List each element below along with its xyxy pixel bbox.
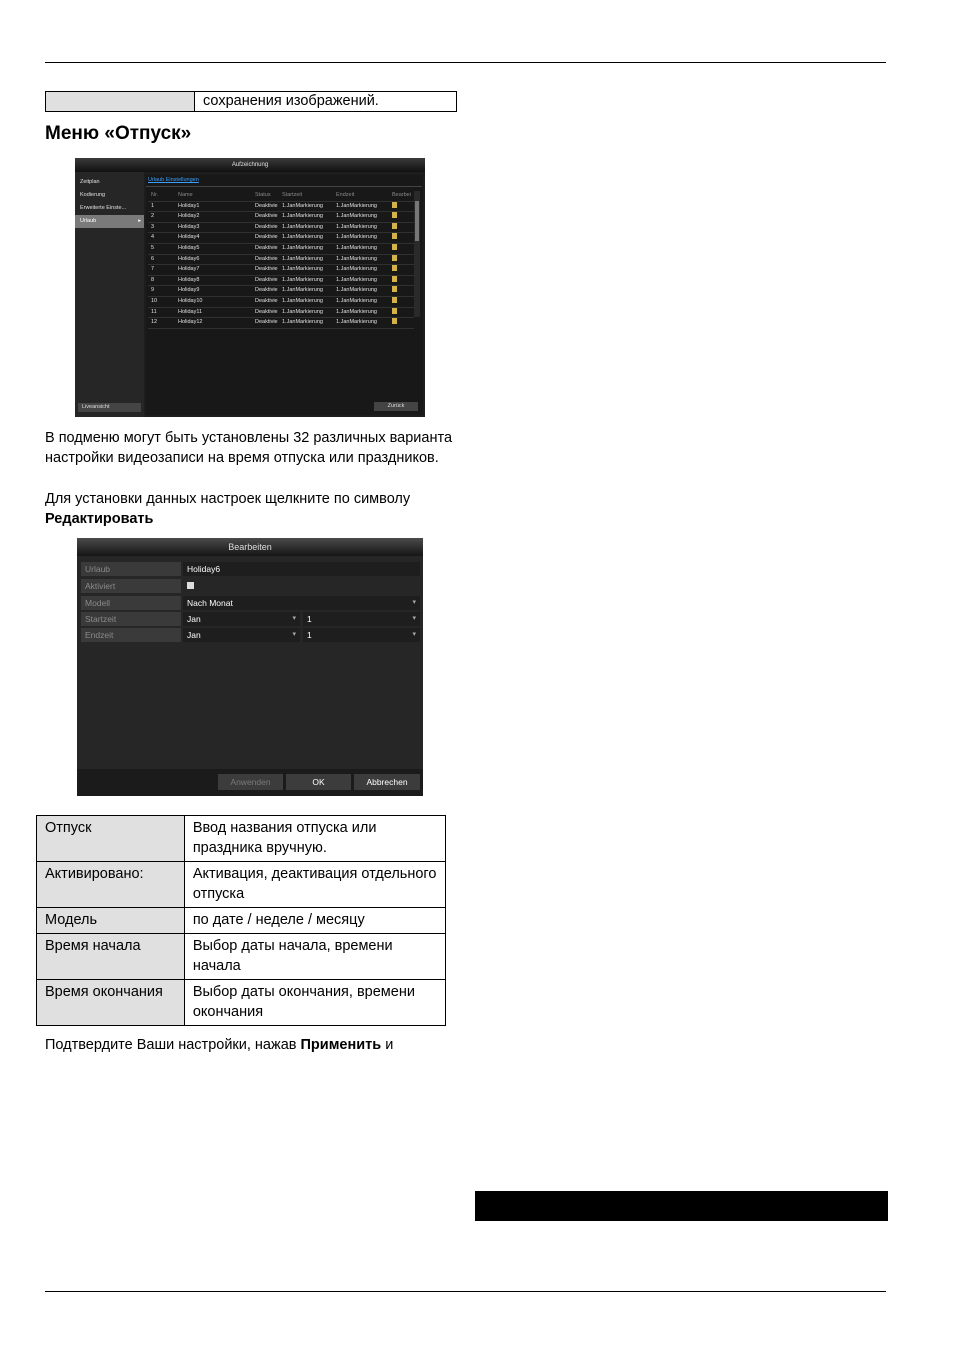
edit-icon[interactable] <box>392 286 397 292</box>
row-status: Deaktivie <box>255 319 278 326</box>
desc-key: Активировано: <box>37 862 185 908</box>
edit-cell <box>392 202 412 212</box>
table-row <box>148 233 414 244</box>
start-month-select[interactable] <box>183 612 300 626</box>
table-row <box>148 308 414 319</box>
end-month-select[interactable] <box>183 628 300 642</box>
row-nr: 11 <box>151 308 157 315</box>
column-nr: Nr. <box>151 192 159 198</box>
row-nr: 3 <box>151 223 155 230</box>
chevron-down-icon: ▾ <box>412 599 416 606</box>
row-startzeit: 1.JanMarkierung <box>282 255 323 262</box>
row-status: Deaktivie <box>255 255 278 262</box>
row-status: Deaktivie <box>255 308 278 315</box>
paragraph-edit <box>45 489 463 529</box>
row-startzeit: 1.JanMarkierung <box>282 276 323 283</box>
field-endzeit-label: Endzeit <box>81 628 181 642</box>
window-title: Aufzeichnung <box>75 158 425 172</box>
table-row <box>37 862 446 908</box>
row-name: Holiday4 <box>178 234 200 241</box>
start-day-select[interactable] <box>303 612 420 626</box>
row-nr: 4 <box>151 234 155 241</box>
top-table <box>45 91 457 112</box>
edit-cell <box>392 286 412 296</box>
edit-keyword: Редактировать <box>45 511 154 527</box>
column-name: Name <box>178 192 193 198</box>
paragraph-confirm-end: и <box>385 1037 394 1053</box>
edit-dialog-screenshot <box>77 538 423 796</box>
edit-cell <box>392 212 412 222</box>
row-name: Holiday2 <box>178 213 200 220</box>
row-status: Deaktivie <box>255 244 278 251</box>
sidebar-item-urlaub-label: Urlaub <box>80 218 97 224</box>
holiday-settings-panel <box>146 175 423 415</box>
paragraph-intro: В подменю могут быть установлены 32 различных варианта настройки видеозаписи на время отпуска или праздников. <box>45 430 453 466</box>
paragraph-confirm-text: Подтвердите Ваши настройки, нажав <box>45 1037 297 1053</box>
scrollbar[interactable] <box>414 191 420 317</box>
edit-cell <box>392 223 412 233</box>
edit-icon[interactable] <box>392 318 397 324</box>
holiday-table <box>148 191 414 329</box>
edit-cell <box>392 244 412 254</box>
cancel-button[interactable]: Abbrechen <box>354 774 420 790</box>
row-startzeit: 1.JanMarkierung <box>282 319 323 326</box>
edit-icon[interactable] <box>392 255 397 261</box>
desc-key: Модель <box>37 908 185 934</box>
back-button[interactable]: Zurück <box>374 402 418 411</box>
row-name: Holiday12 <box>178 319 203 326</box>
row-nr: 8 <box>151 276 155 283</box>
model-select-value: Nach Monat <box>187 598 233 608</box>
row-status: Deaktivie <box>255 213 278 220</box>
row-status: Deaktivie <box>255 223 278 230</box>
apply-button[interactable]: Anwenden <box>218 774 283 790</box>
sidebar-item-zeitplan[interactable]: Zeitplan <box>80 179 100 185</box>
edit-icon[interactable] <box>392 212 397 218</box>
field-startzeit <box>81 612 420 626</box>
desc-value: Ввод названия отпуска или праздника вручную. <box>184 816 445 862</box>
desc-key: Время окончания <box>37 980 185 1026</box>
edit-cell <box>392 276 412 286</box>
table-row <box>148 318 414 329</box>
field-urlaub <box>81 562 420 576</box>
edit-icon[interactable] <box>392 276 397 282</box>
column-bearbeiten: Bearbei <box>392 192 411 198</box>
table-body <box>148 202 414 329</box>
row-nr: 6 <box>151 255 155 262</box>
scroll-thumb[interactable] <box>415 201 419 241</box>
row-nr: 10 <box>151 297 158 304</box>
edit-icon[interactable] <box>392 265 397 271</box>
row-startzeit: 1.JanMarkierung <box>282 202 323 209</box>
activated-checkbox[interactable] <box>187 582 194 589</box>
chevron-right-icon: ▸ <box>138 218 141 224</box>
column-endzeit: Endzeit <box>336 192 355 198</box>
end-day-select[interactable] <box>303 628 420 642</box>
table-row <box>148 212 414 223</box>
row-startzeit: 1.JanMarkierung <box>282 266 323 273</box>
top-table-right-cell: сохранения изображений. <box>203 93 379 109</box>
sidebar-item-erweitert[interactable]: Erweiterte Einste... <box>80 205 127 211</box>
dialog-title: Bearbeiten <box>77 538 423 556</box>
section-heading: Меню «Отпуск» <box>45 123 192 144</box>
holiday-list-screenshot <box>75 158 425 417</box>
edit-cell <box>392 318 412 328</box>
table-row <box>148 244 414 255</box>
row-endzeit: 1.JanMarkierung <box>336 223 377 230</box>
row-startzeit: 1.JanMarkierung <box>282 234 323 241</box>
chevron-down-icon: ▾ <box>292 631 296 638</box>
row-nr: 1 <box>151 202 155 209</box>
row-nr: 7 <box>151 266 155 273</box>
tab-urlaub-einstellungen[interactable]: Urlaub Einstellungen <box>148 177 199 183</box>
table-header <box>148 191 414 202</box>
row-endzeit: 1.JanMarkierung <box>336 255 377 262</box>
row-nr: 9 <box>151 287 155 294</box>
field-modell <box>81 596 420 610</box>
settings-description-table <box>36 815 446 1026</box>
row-startzeit: 1.JanMarkierung <box>282 223 323 230</box>
start-month-value: Jan <box>187 614 201 624</box>
top-rule <box>45 62 886 63</box>
column-status: Status <box>255 192 271 198</box>
holiday-name-input[interactable]: Holiday6 <box>183 562 420 576</box>
row-status: Deaktivie <box>255 287 278 294</box>
row-name: Holiday1 <box>178 202 200 209</box>
row-endzeit: 1.JanMarkierung <box>336 266 377 273</box>
table-row <box>148 265 414 276</box>
edit-icon[interactable] <box>392 308 397 314</box>
desc-value: Выбор даты начала, времени начала <box>184 934 445 980</box>
edit-icon[interactable] <box>392 233 397 239</box>
table-row <box>148 202 414 213</box>
table-row <box>148 297 414 308</box>
ok-button[interactable]: OK <box>286 774 351 790</box>
edit-icon[interactable] <box>392 223 397 229</box>
row-endzeit: 1.JanMarkierung <box>336 213 377 220</box>
desc-value: Активация, деактивация отдельного отпуска <box>184 862 445 908</box>
row-endzeit: 1.JanMarkierung <box>336 319 377 326</box>
paragraph-confirm <box>45 1035 465 1055</box>
bottom-rule <box>45 1291 886 1292</box>
table-row <box>37 934 446 980</box>
row-startzeit: 1.JanMarkierung <box>282 297 323 304</box>
row-name: Holiday7 <box>178 266 200 273</box>
table-row <box>148 255 414 266</box>
field-aktiviert <box>81 579 420 593</box>
table-row <box>37 980 446 1026</box>
row-status: Deaktivie <box>255 202 278 209</box>
desc-value: по дате / неделе / месяцу <box>184 908 445 934</box>
row-nr: 12 <box>151 319 158 326</box>
row-startzeit: 1.JanMarkierung <box>282 308 323 315</box>
table-row <box>37 816 446 862</box>
edit-cell <box>392 297 412 307</box>
field-endzeit <box>81 628 420 642</box>
sidebar-item-urlaub[interactable] <box>75 215 144 228</box>
chevron-down-icon: ▾ <box>412 615 416 622</box>
table-row <box>148 286 414 297</box>
row-nr: 2 <box>151 213 155 220</box>
live-view-button[interactable]: Liveansicht <box>78 403 141 412</box>
row-endzeit: 1.JanMarkierung <box>336 234 377 241</box>
edit-cell <box>392 308 412 318</box>
top-table-left-cell <box>46 92 195 111</box>
edit-cell <box>392 233 412 243</box>
apply-keyword: Применить <box>300 1037 382 1053</box>
row-status: Deaktivie <box>255 297 278 304</box>
row-nr: 5 <box>151 244 155 251</box>
row-endzeit: 1.JanMarkierung <box>336 308 377 315</box>
edit-icon[interactable] <box>392 202 397 208</box>
field-modell-label: Modell <box>81 596 181 610</box>
row-name: Holiday5 <box>178 244 200 251</box>
row-endzeit: 1.JanMarkierung <box>336 297 377 304</box>
field-startzeit-label: Startzeit <box>81 612 181 626</box>
table-row <box>148 276 414 287</box>
row-name: Holiday3 <box>178 223 200 230</box>
desc-value: Выбор даты окончания, времени окончания <box>184 980 445 1026</box>
row-status: Deaktivie <box>255 234 278 241</box>
field-aktiviert-label: Aktiviert <box>81 579 181 593</box>
end-day-value: 1 <box>307 630 312 640</box>
edit-cell <box>392 255 412 265</box>
row-endzeit: 1.JanMarkierung <box>336 276 377 283</box>
black-bar <box>475 1191 888 1221</box>
row-name: Holiday8 <box>178 276 200 283</box>
chevron-down-icon: ▾ <box>292 615 296 622</box>
table-row <box>148 223 414 234</box>
row-startzeit: 1.JanMarkierung <box>282 213 323 220</box>
sidebar <box>75 172 144 417</box>
row-startzeit: 1.JanMarkierung <box>282 287 323 294</box>
row-startzeit: 1.JanMarkierung <box>282 244 323 251</box>
start-day-value: 1 <box>307 614 312 624</box>
row-status: Deaktivie <box>255 266 278 273</box>
row-endzeit: 1.JanMarkierung <box>336 287 377 294</box>
end-month-value: Jan <box>187 630 201 640</box>
edit-cell <box>392 265 412 275</box>
table-row <box>37 908 446 934</box>
field-urlaub-label: Urlaub <box>81 562 181 576</box>
row-name: Holiday11 <box>178 308 203 315</box>
row-name: Holiday9 <box>178 287 200 294</box>
tab-underline <box>146 186 422 187</box>
paragraph-edit-text: Для установки данных настроек щелкните по символу <box>45 491 411 507</box>
desc-key: Время начала <box>37 934 185 980</box>
edit-icon[interactable] <box>392 297 397 303</box>
row-name: Holiday10 <box>178 297 203 304</box>
row-endzeit: 1.JanMarkierung <box>336 244 377 251</box>
model-select[interactable] <box>183 596 420 610</box>
chevron-down-icon: ▾ <box>412 631 416 638</box>
sidebar-item-kodierung[interactable]: Kodierung <box>80 192 106 198</box>
row-endzeit: 1.JanMarkierung <box>336 202 377 209</box>
edit-icon[interactable] <box>392 244 397 250</box>
row-status: Deaktivie <box>255 276 278 283</box>
column-startzeit: Startzeit <box>282 192 303 198</box>
desc-key: Отпуск <box>37 816 185 862</box>
row-name: Holiday6 <box>178 255 200 262</box>
